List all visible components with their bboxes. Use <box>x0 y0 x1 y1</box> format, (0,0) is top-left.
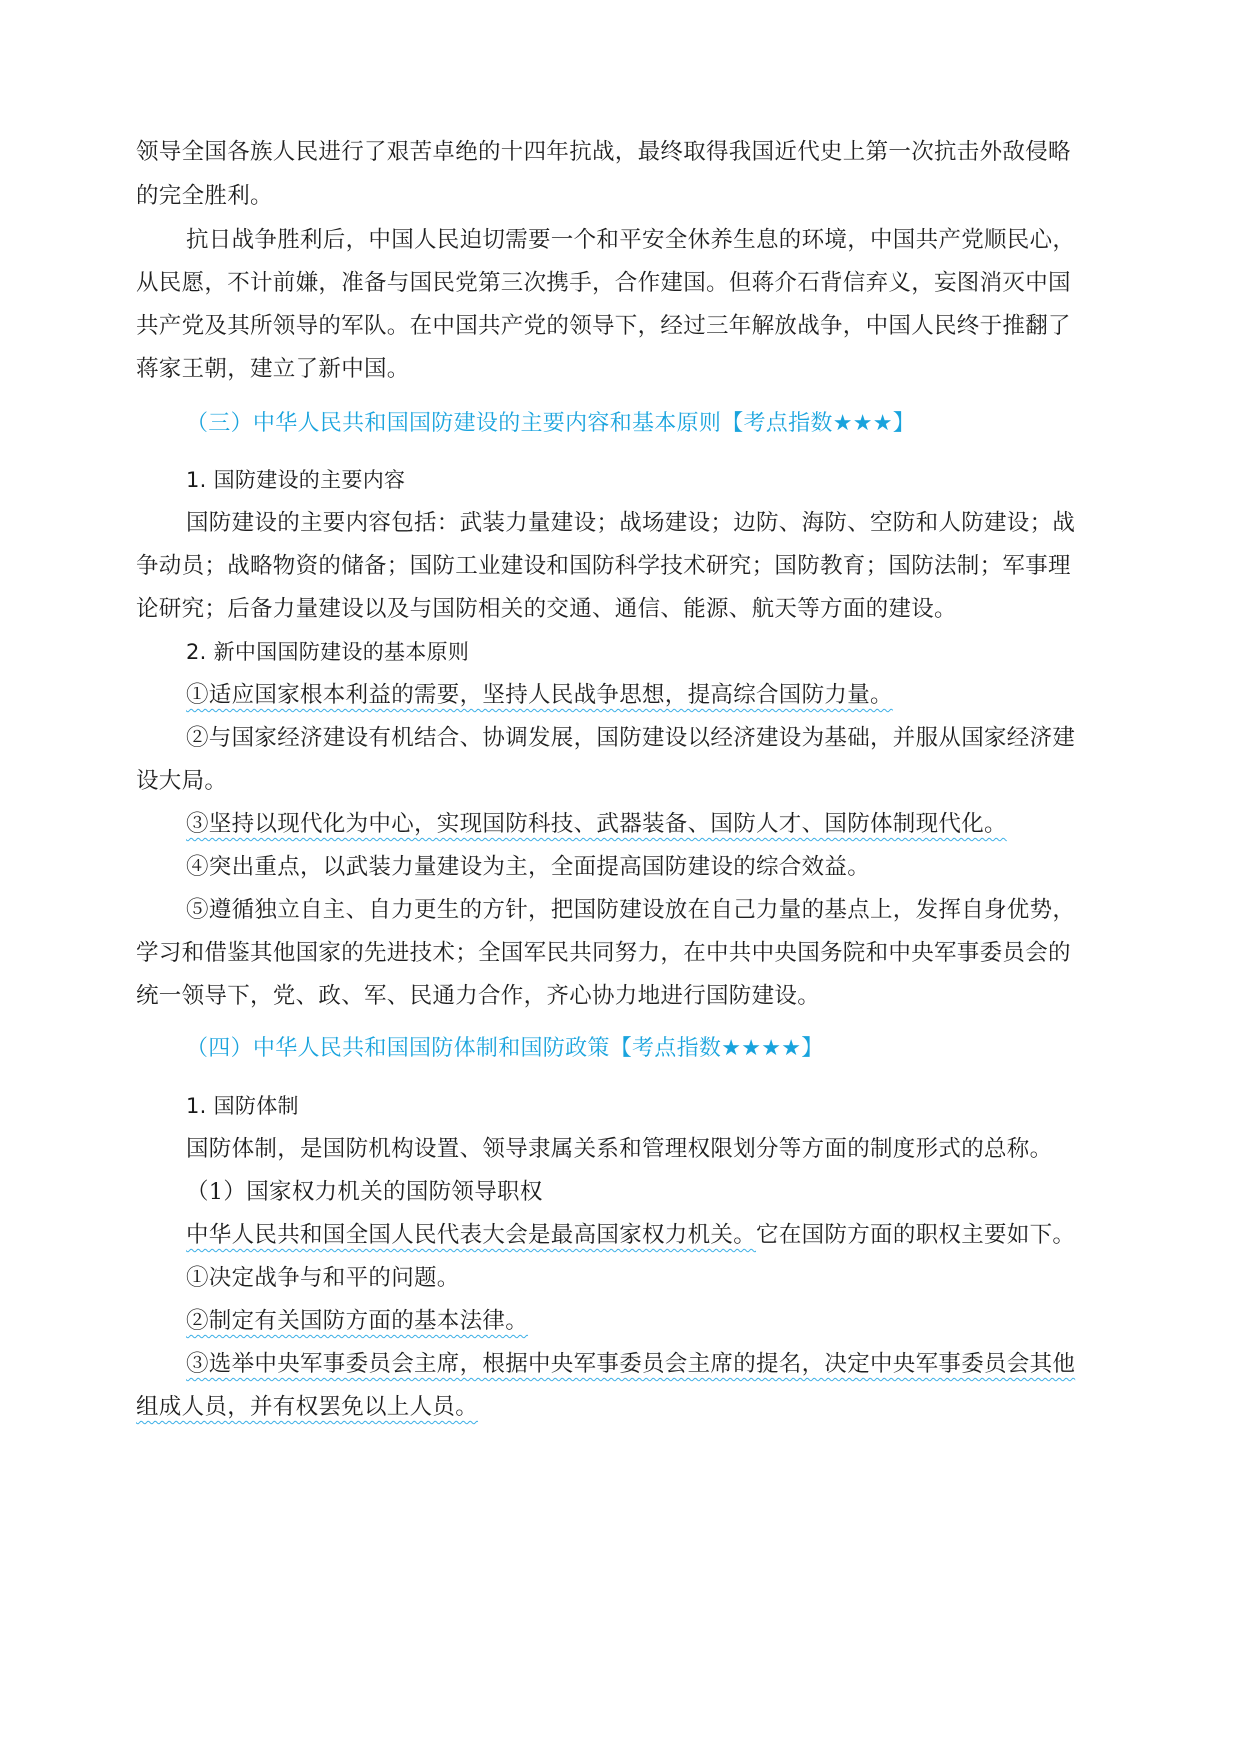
paragraph-line: 共产党及其所领导的军队。在中国共产党的领导下，经过三年解放战争，中国人民终于推翻了 <box>136 313 1071 339</box>
principle-item <box>186 809 1116 839</box>
paragraph-line: 的完全胜利。 <box>136 183 273 209</box>
subheading: 1. 国防建设的主要内容 <box>186 468 406 492</box>
paragraph-line <box>186 1220 1116 1250</box>
paragraph-line: 国防建设的主要内容包括：武装力量建设；战场建设；边防、海防、空防和人防建设；战 <box>186 510 1076 536</box>
item-heading: （1）国家权力机关的国防领导职权 <box>186 1179 543 1205</box>
principle-item: ⑤遵循独立自主、自力更生的方针，把国防建设放在自己力量的基点上，发挥自身优势， <box>186 897 1076 923</box>
emphasis-underline: 中华人民共和国全国人民代表大会是最高国家权力机关。 <box>186 1222 757 1248</box>
section-heading-3: （三）中华人民共和国国防建设的主要内容和基本原则【考点指数★★★】 <box>186 411 916 436</box>
principle-item: ②与国家经济建设有机结合、协调发展，国防建设以经济建设为基础，并服从国家经济建 <box>186 725 1076 751</box>
power-item <box>186 1349 1116 1379</box>
power-item: ①决定战争与和平的问题。 <box>186 1265 460 1291</box>
paragraph-line: 抗日战争胜利后，中国人民迫切需要一个和平安全休养生息的环境，中国共产党顺民心， <box>186 227 1076 253</box>
principle-item: ④突出重点，以武装力量建设为主，全面提高国防建设的综合效益。 <box>186 854 871 880</box>
paragraph-line: 争动员；战略物资的储备；国防工业建设和国防科学技术研究；国防教育；国防法制；军事理 <box>136 553 1071 579</box>
power-item <box>186 1306 1116 1336</box>
principle-item <box>186 680 1116 710</box>
paragraph-text: 它在国防方面的职权主要如下。 <box>756 1222 1076 1248</box>
paragraph-line: 论研究；后备力量建设以及与国防相关的交通、通信、能源、航天等方面的建设。 <box>136 596 957 622</box>
emphasis-underline: ①适应国家根本利益的需要，坚持人民战争思想，提高综合国防力量。 <box>186 682 893 708</box>
paragraph-line <box>136 1392 1116 1422</box>
paragraph-line: 统一领导下，党、政、军、民通力合作，齐心协力地进行国防建设。 <box>136 983 821 1009</box>
subheading: 2. 新中国国防建设的基本原则 <box>186 640 470 664</box>
emphasis-underline: ②制定有关国防方面的基本法律。 <box>186 1308 529 1334</box>
emphasis-underline: ③选举中央军事委员会主席，根据中央军事委员会主席的提名，决定中央军事委员会其他 <box>186 1351 1076 1377</box>
paragraph-line: 蒋家王朝，建立了新中国。 <box>136 356 410 382</box>
subheading: 1. 国防体制 <box>186 1094 299 1118</box>
paragraph-line: 学习和借鉴其他国家的先进技术；全国军民共同努力，在中共中央国务院和中央军事委员会的 <box>136 940 1071 966</box>
emphasis-underline: 组成人员，并有权罢免以上人员。 <box>136 1394 479 1420</box>
paragraph-line: 从民愿，不计前嫌，准备与国民党第三次携手，合作建国。但蒋介石背信弃义，妄图消灭中国 <box>136 270 1071 296</box>
section-heading-4: （四）中华人民共和国国防体制和国防政策【考点指数★★★★】 <box>186 1036 824 1061</box>
paragraph-line: 领导全国各族人民进行了艰苦卓绝的十四年抗战，最终取得我国近代史上第一次抗击外敌侵略 <box>136 139 1071 165</box>
paragraph-line: 国防体制，是国防机构设置、领导隶属关系和管理权限划分等方面的制度形式的总称。 <box>186 1136 1053 1162</box>
paragraph-line: 设大局。 <box>136 768 228 794</box>
emphasis-underline: ③坚持以现代化为中心，实现国防科技、武器装备、国防人才、国防体制现代化。 <box>186 811 1007 837</box>
